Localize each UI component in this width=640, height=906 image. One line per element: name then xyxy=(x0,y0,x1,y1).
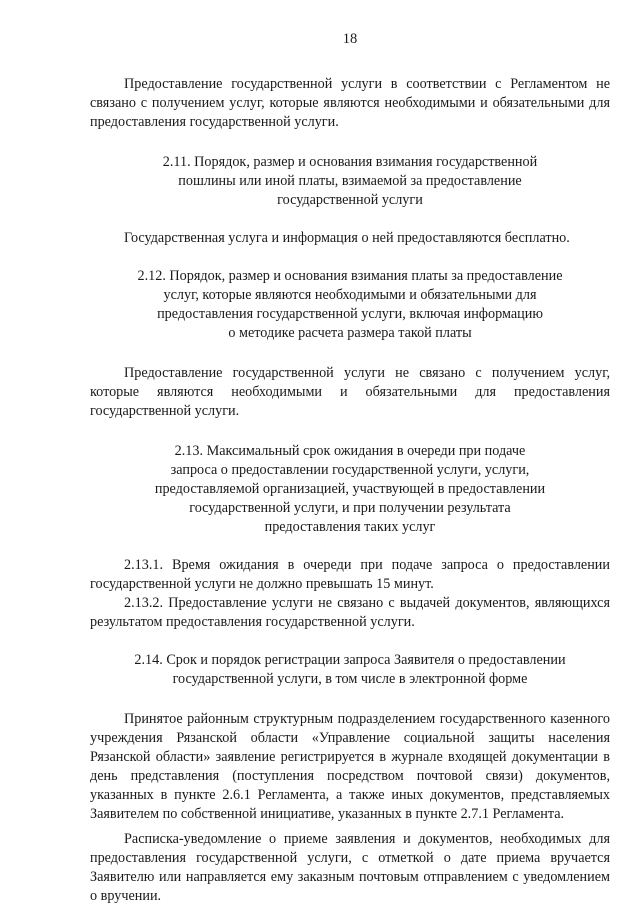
paragraph-registration: Принятое районным структурным подразделением государственного казенного учреждения Рязанской области «Управление социальной защиты населения Рязанской области» заявление регистрируется в журнале входящей документации в день представления (поступления посредством почтовой связи) документов, указанных в пункте 2.6.1 Регламента, а также иных документов, представляемых Заявителем по собственной инициативе, указанных в пункте 2.7.1 Регламента. xyxy=(90,711,610,822)
section-heading-2-14: 2.14. Срок и порядок регистрации запроса Заявителя о предоставлении государственной услуги, в том числе в электронной форме xyxy=(134,652,566,687)
document-page xyxy=(90,30,610,906)
paragraph-2-13-2: 2.13.2. Предоставление услуги не связано с выдачей документов, являющихся результатом предоставления государственной услуги. xyxy=(90,595,610,630)
section-heading-2-12: 2.12. Порядок, размер и основания взимания платы за предоставление услуг, которые являются необходимыми и обязательными для предоставления государственной услуги, включая информацию о методике расчета размера такой платы xyxy=(137,268,563,341)
section-heading-2-13: 2.13. Максимальный срок ожидания в очереди при подаче запроса о предоставлении государственной услуги, услуги, предоставляемой организацией, участвующей в предоставлении государственной услуги, и при получении результата предоставления таких услуг xyxy=(154,443,546,535)
paragraph-receipt-notice: Расписка-уведомление о приеме заявления и документов, необходимых для предоставления государственной услуги, с отметкой о дате приема вручается Заявителю или направляется ему заказным почтовым отправлением с уведомлением о вручении. xyxy=(90,831,610,904)
paragraph-no-associated-services-2: Предоставление государственной услуги не связано с получением услуг, которые являются необходимыми и обязательными для предоставления государственной услуги. xyxy=(90,365,610,419)
paragraph-no-associated-services: Предоставление государственной услуги в соответствии с Регламентом не связано с получением услуг, которые являются необходимыми и обязательными для предоставления государственной услуги. xyxy=(90,76,610,130)
paragraph-free-of-charge: Государственная услуга и информация о ней предоставляются бесплатно. xyxy=(124,230,570,246)
page-number: 18 xyxy=(342,31,358,47)
paragraph-2-13-1: 2.13.1. Время ожидания в очереди при подаче запроса о предоставлении государственной услуги не должно превышать 15 минут. xyxy=(90,557,610,592)
section-heading-2-11: 2.11. Порядок, размер и основания взимания государственной пошлины или иной платы, взимаемой за предоставление государственной услуги xyxy=(162,154,538,208)
